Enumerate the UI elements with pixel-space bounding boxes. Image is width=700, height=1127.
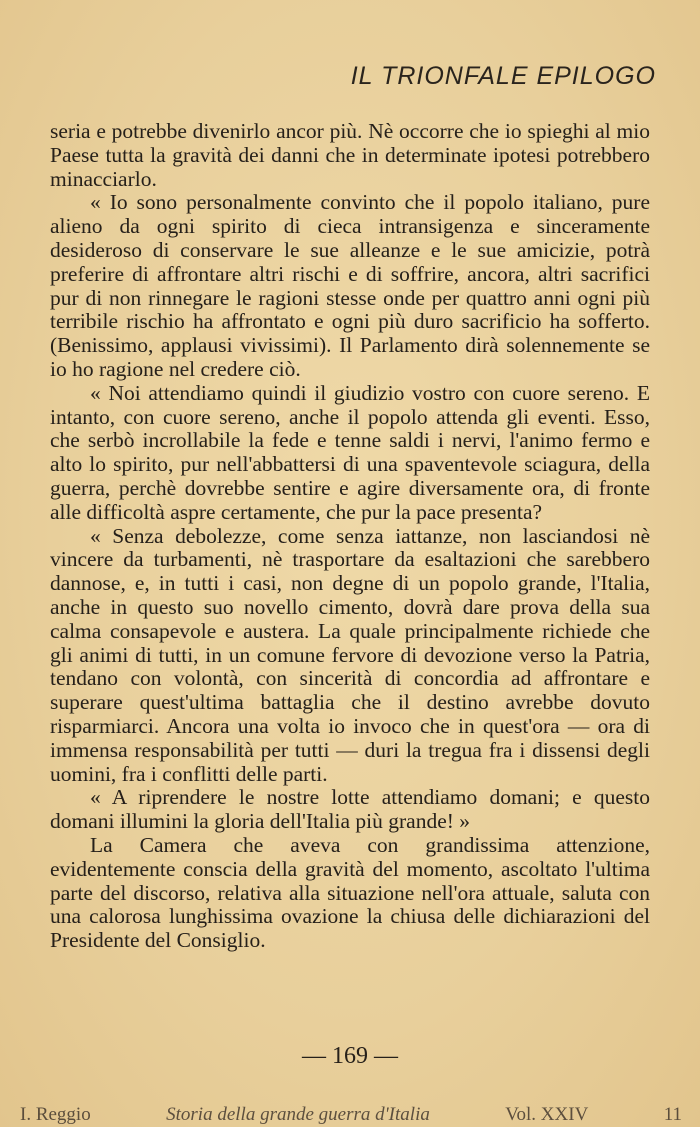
paragraph: « Noi attendiamo quindi il giudizio vostro con cuore sereno. E intanto, con cuore sereno, anche il popolo attenda gli eventi. Esso, che serbò incrollabile la fede e tenne saldi i nervi, l'animo fermo e alto lo spirito, pur nell'abbattersi di una spaventevole sciagura, della guerra, perchè dovrebbe sentire e agire diversamente ora, di fronte alle difficoltà aspre certamente, che pur la pace presenta? xyxy=(50,380,650,524)
paragraph: « Io sono personalmente convinto che il popolo italiano, pure alieno da ogni spirito di cieca intransigenza e sinceramente desideroso di conservare le sue alleanze e le sue amicizie, potrà preferire di affrontare altri rischi e di soffrire, ancora, altri sacrifici pur di non rinnegare le ragioni stesse onde per quattro anni ogni più terribile rischio ha affrontato e ogni più duro sacrificio ha sofferto. (Benissimo, applausi vivissimi). Il Parlamento dirà solennemente se io ho ragione nel credere ciò. xyxy=(50,190,650,381)
page-number: — 169 — xyxy=(302,1043,398,1069)
footer-volume: Vol. XXIV xyxy=(505,1104,589,1125)
footer-title: Storia della grande guerra d'Italia xyxy=(166,1104,430,1125)
footer-line xyxy=(20,1104,682,1127)
footer-signature: 11 xyxy=(663,1104,682,1125)
paragraph: La Camera che aveva con grandissima attenzione, evidentemente conscia della gravità del momento, ascoltato l'ultima parte del discorso, relativa alla situazione nell'ora attuale, saluta con una calorosa lunghissima ovazione la chiusa delle dichiarazioni del Presidente del Consiglio. xyxy=(50,832,650,953)
running-header: IL TRIONFALE EPILOGO xyxy=(350,62,656,90)
paragraph: « A riprendere le nostre lotte attendiamo domani; e questo domani illumini la gloria dell'Italia più grande! » xyxy=(50,785,650,834)
footer-author: I. Reggio xyxy=(20,1104,91,1125)
paragraph: seria e potrebbe divenirlo ancor più. Nè occorre che io spieghi al mio Paese tutta la gravità dei danni che in determinate ipotesi potrebbero minacciarlo. xyxy=(50,119,650,191)
paragraph: « Senza debolezze, come senza iattanze, non lasciandosi nè vincere da turbamenti, nè trasportare da esaltazioni che sarebbero dannose, e, in tutti i casi, non degne di un popolo grande, l'Italia, anche in questo suo novello cimento, dovrà dare prova della sua calma consapevole e austera. La quale principalmente richiede che gli animi di tutti, in un comune fervore di devozione verso la Patria, tendano con volontà, con sincerità di concordia ad affrontare e superare quest'ultima battaglia che il destino avrebbe dovuto risparmiarci. Ancora una volta io invoco che in quest'ora — ora di immensa responsabilità per tutti — duri la tregua fra i dissensi degli uomini, fra i conflitti delle parti. xyxy=(50,523,650,786)
page-body xyxy=(50,120,650,953)
